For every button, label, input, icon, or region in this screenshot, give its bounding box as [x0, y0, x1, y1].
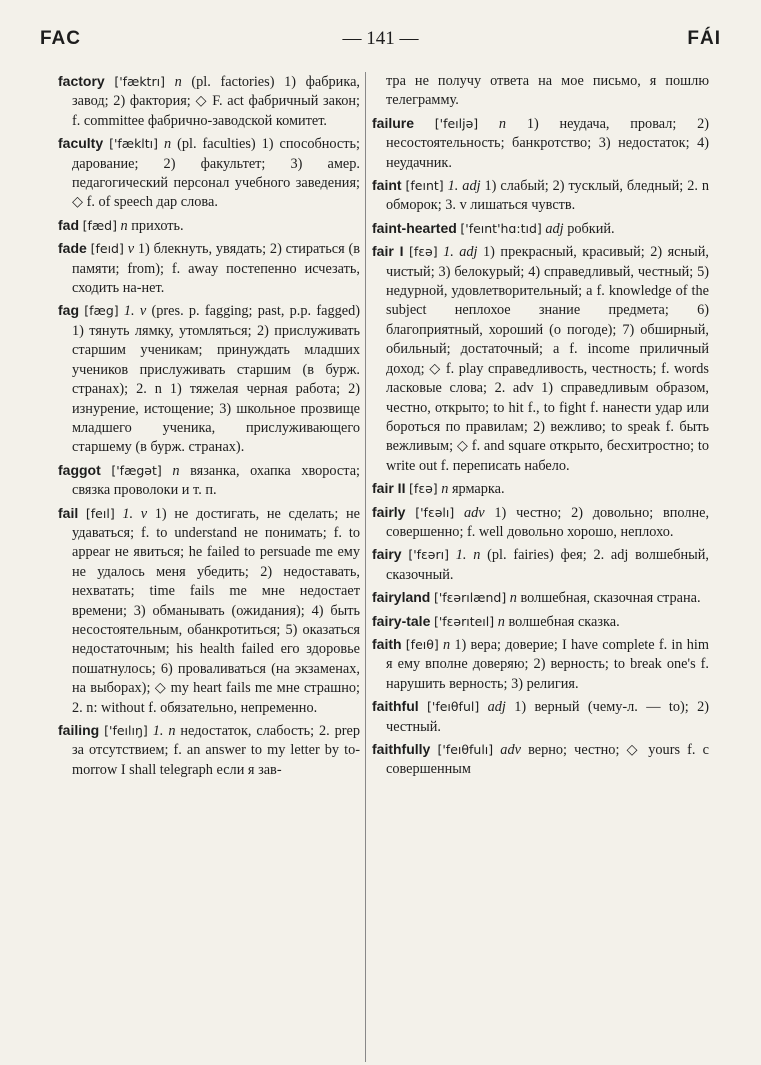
dictionary-entry — [372, 612, 709, 632]
dictionary-entry — [372, 588, 709, 608]
pronunciation: ['feıθful] — [427, 699, 480, 715]
grammar-label: n — [120, 217, 128, 234]
headword: faithful — [372, 698, 419, 715]
definition: недостаток, слабость; 2. prep за отсутствием; f. an answer to my letter by to-morrow I shall telegraph если я зав- — [72, 723, 360, 778]
headword: fairyland — [372, 589, 431, 606]
grammar-label: n — [498, 115, 507, 132]
headword: fairy — [372, 546, 402, 563]
definition: 1) честно; 2) довольно; вполне, совершенно; f. well довольно хорошо, неплохо. — [386, 504, 709, 540]
pronunciation: ['fægət] — [111, 462, 162, 478]
pronunciation: [fɛə] — [408, 244, 438, 260]
pronunciation: [feıd] — [90, 241, 124, 257]
guide-word-left: FAC — [40, 28, 81, 49]
dictionary-entry — [372, 219, 709, 239]
definition: волшебная, сказочная страна. — [520, 590, 701, 607]
definition: робкий. — [567, 220, 615, 237]
grammar-label: 1. n — [152, 723, 176, 739]
page-header — [0, 28, 761, 58]
headword: fail — [58, 504, 79, 521]
headword: faculty — [58, 135, 104, 152]
definition: ярмарка. — [451, 481, 505, 498]
pronunciation: ['feınt'hɑ:tıd] — [460, 220, 542, 236]
definition: прихоть. — [131, 217, 184, 234]
dictionary-entry — [372, 740, 709, 780]
column-divider — [365, 72, 366, 1062]
left-column — [58, 72, 360, 1057]
headword: fair I — [372, 243, 404, 260]
headword: factory — [58, 73, 105, 89]
headword: faithfully — [372, 741, 431, 757]
pronunciation: [fæg] — [84, 303, 119, 319]
grammar-label: n — [497, 613, 505, 630]
headword: failing — [58, 722, 100, 738]
grammar-label: adj — [487, 699, 506, 716]
pronunciation: ['feılıŋ] — [104, 723, 148, 738]
headword: faint-hearted — [372, 219, 457, 236]
pronunciation: [fɛə] — [409, 481, 438, 497]
definition: (pres. p. fagging; past, p.p. fagged) 1) тянуть лямку, утомляться; 2) прислуживать старшим ученикам; принуждать младших учеников прислуживать старшим (в бурж. странах); 2. n 1) тяжелая черная работа; 2) изнурение, истощение; 3) школьное прозвище младшего ученика, прислуживающего старшему (в бурж. странах). — [72, 303, 360, 456]
dictionary-entry — [58, 721, 360, 780]
pronunciation: [feıl] — [85, 505, 115, 521]
dictionary-entry — [372, 479, 709, 499]
definition: (pl. fairies) фея; 2. adj волшебный, сказочный. — [386, 547, 709, 583]
headword: fair II — [372, 480, 406, 497]
grammar-label: n — [509, 590, 517, 607]
dictionary-entry — [372, 503, 709, 543]
dictionary-entry — [58, 461, 360, 501]
pronunciation: ['fæktrı] — [114, 74, 165, 89]
grammar-label: n — [163, 136, 172, 153]
dictionary-entry — [372, 176, 709, 216]
pronunciation: ['fɛəlı] — [415, 504, 455, 520]
definition: вязанка, охапка хвороста; связка проволоки и т. п. — [72, 462, 360, 499]
dictionary-entry — [58, 72, 360, 131]
grammar-label: n — [172, 462, 180, 479]
grammar-label: 1. v — [123, 303, 147, 320]
headword: faith — [372, 635, 402, 652]
dictionary-entry — [372, 697, 709, 737]
pronunciation: ['fækltı] — [109, 136, 159, 152]
definition: 1) прекрасный, красивый; 2) ясный, чистый; 3) белокурый; 4) справедливый, честный; 5) недурной, удовлетворительный; a f. knowledge of the subject неплохое знание предмета; 6) благоприятный, хороший (о погоде); 7) обширный, обильный; достаточный; a f. income приличный доход; ◇ f. play справедливость, честность; f. words ласковые слова; 2. adv 1) справедливым образом, честно, открыто; to hit f., to fight f. нанести удар или бороться по правилам; 2) вежливо; to speak f. быть вежливым; ◇ f. and square открыто, бесхитростно; to write out f. переписать набело. — [386, 244, 709, 474]
grammar-label: 1. adj — [447, 178, 481, 195]
dictionary-entry — [372, 545, 709, 585]
headword: faggot — [58, 461, 101, 478]
pronunciation: ['feıljə] — [434, 115, 479, 131]
dictionary-entry — [372, 635, 709, 694]
guide-word-right: FÁI — [687, 28, 721, 49]
headword: fad — [58, 216, 79, 233]
dictionary-entry — [372, 242, 709, 476]
grammar-label: adv — [463, 504, 485, 521]
headword: fairly — [372, 503, 406, 520]
grammar-label: n — [443, 636, 451, 653]
definition: 1) блекнуть, увядать; 2) стираться (в памяти; from); f. away постепенно исчезать, сходить на-нет. — [72, 241, 360, 297]
grammar-label: v — [127, 241, 135, 258]
pronunciation: ['feıθfulı] — [437, 742, 494, 757]
dictionary-entry — [58, 216, 360, 236]
dictionary-entry — [58, 134, 360, 213]
definition: (pl. faculties) 1) способность; дарование; 2) факультет; 3) амер. педагогический персонал учебного заведения; ◇ f. of speech дар слова. — [72, 136, 360, 211]
grammar-label: 1. adj — [443, 244, 478, 261]
definition: волшебная сказка. — [508, 613, 620, 630]
grammar-label: adv — [500, 742, 521, 758]
definition: 1) слабый; 2) тусклый, бледный; 2. n обморок; 3. v лишаться чувств. — [386, 178, 709, 214]
grammar-label: 1. v — [122, 505, 148, 522]
definition: 1) не достигать, не сделать; не удаваться; f. to understand не понимать; f. to appear не явиться; he failed to persuade me ему не удалось меня убедить; 2) недоставать, нехватать; time fails me мне недостает времени; 3) обманывать (ожидания); 4) быть несостоятельным, обанкротиться; 5) оказаться недостаточным; his health failed его здоровье пошатнулось; 6) проваливаться (на экзаменах, на выборах); ◇ my heart fails me мне страшно; 2. n: without f. обязательно, непременно. — [72, 505, 360, 716]
grammar-label: n — [441, 481, 449, 498]
pronunciation: ['fɛərılænd] — [433, 590, 507, 606]
definition: 1) верный (чему-л. — to); 2) честный. — [386, 699, 709, 735]
continued-entry-text: тра не получу ответа на мое письмо, я пошлю телеграмму. — [386, 73, 709, 109]
pronunciation: ['fɛərıteıl] — [433, 613, 495, 629]
dictionary-entry — [372, 114, 709, 173]
dictionary-entry — [58, 504, 360, 718]
pronunciation: [fæd] — [82, 217, 117, 233]
headword: fairy-tale — [372, 612, 431, 629]
definition: верно; честно; ◇ yours f. с совершенным — [386, 742, 709, 778]
right-column — [372, 72, 709, 1057]
page-number: — 141 — — [342, 28, 419, 49]
headword: faint — [372, 177, 402, 194]
grammar-label: adj — [545, 220, 564, 237]
grammar-label: 1. n — [455, 547, 481, 564]
grammar-label: n — [174, 74, 182, 90]
pronunciation: [feınt] — [405, 178, 444, 194]
definition: 1) вера; доверие; I have complete f. in him я ему вполне доверяю; 2) верность; to break one's f. нарушить верность; 3) религия. — [386, 636, 709, 692]
headword: fag — [58, 302, 79, 319]
headword: failure — [372, 114, 415, 131]
pronunciation: [feıθ] — [405, 636, 439, 652]
definition: (pl. factories) 1) фабрика, завод; 2) фактория; ◇ F. act фабричный закон; f. committee фабрично-заводской комитет. — [72, 74, 360, 129]
definition: 1) неудача, провал; 2) несостоятельность; банкротство; 3) недостаток; 4) неудачник. — [386, 115, 709, 171]
pronunciation: ['fɛərı] — [408, 547, 449, 563]
dictionary-entry — [58, 239, 360, 298]
dictionary-entry — [58, 301, 360, 457]
headword: fade — [58, 240, 87, 257]
